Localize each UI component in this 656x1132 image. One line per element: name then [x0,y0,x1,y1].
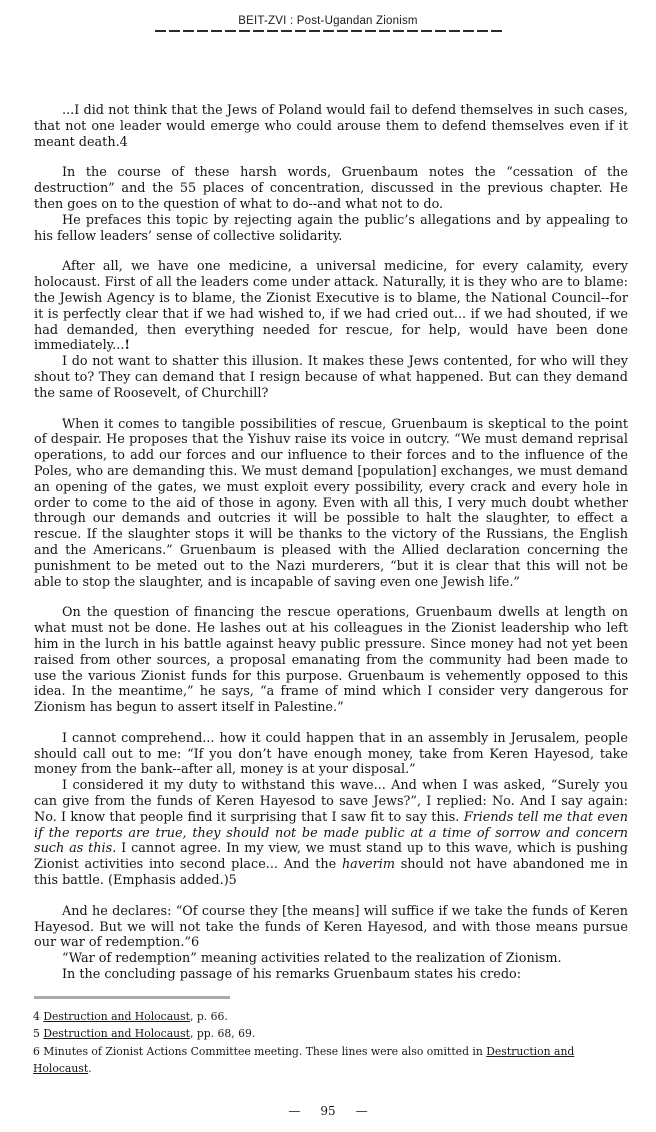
paragraph [34,967,628,983]
text-run: Destruction and Holocaust [43,1027,190,1041]
paragraph [34,778,628,889]
text-run: In the concluding passage of his remarks Gruenbaum states his credo: [62,967,522,983]
footer-dash-right: — [355,1104,368,1118]
text-run: I do not want to shatter this illusion. It makes these Jews contented, for who will they shout to? They can demand that I resign because of what happened. But can they demand the same of Roosevelt, of Churchill? [34,354,628,401]
paragraph [34,951,628,967]
paragraph [34,259,628,354]
paragraph [34,165,628,212]
footnote-divider [34,996,230,999]
page-header [0,0,656,32]
text-run: ! [124,338,131,354]
text-run: In the course of these harsh words, Gruenbaum notes the “cessation of the destruction” and the 55 places of concentration, discussed in the previous chapter. He then goes on to the question of what to do--and what not to do. [34,165,628,212]
footnotes [33,1008,616,1078]
text-run: Friends tell me that even if the reports are true, they should not be made public at a time of sorrow and concern such as this. [34,809,628,857]
text-run: , pp. 68, 69. [190,1027,256,1041]
footer-dash-left: — [288,1104,301,1118]
footnote [33,1043,616,1078]
text-run: Destruction and Holocaust [43,1009,190,1023]
text-run: , p. 66. [190,1009,228,1023]
page-footer [0,1104,656,1118]
text-run: “War of redemption” meaning activities related to the realization of Zionism. [62,951,562,967]
text-run: haverim [341,857,395,873]
text-run: ...I did not think that the Jews of Poland would fail to defend themselves in such cases, that not one leader would emerge who could arouse them to defend themselves even if it meant death.4 [34,103,628,150]
text-run: . [88,1062,92,1076]
text-run: 4 [33,1009,44,1023]
text-run: On the question of financing the rescue operations, Gruenbaum dwells at length on what must not be done. He lashes out at his colleagues in the Zionist leadership who left him in the lurch in his battle against heavy public pressure. Since money had not yet been raised from other sources, a proposal emanating from the community had been made to use the various Zionist funds for this purpose. Gruenbaum is vehemently opposed to this idea. In the meantime,” he says, “a frame of mind which I consider very dangerous for Zionism has begun to assert itself in Palestine.” [34,605,628,716]
paragraph [34,103,628,150]
text-run: Destruction and Holocaust [33,1044,575,1076]
text-run: should not have abandoned me in this battle. (Emphasis added.)5 [34,857,628,889]
footnote [33,1008,616,1025]
text-run: And he declares: “Of course they [the means] will suffice if we take the funds of Keren Hayesod. But we will not take the funds of Keren Hayesod, and with those means pursue our war of redemption.”6 [34,903,628,951]
paragraph [34,904,628,951]
text-run: When it comes to tangible possibilities of rescue, Gruenbaum is skeptical to the point of despair. He proposes that the Yishuv raise its voice in outcry. “We must demand reprisal operations, to add our forces and our influence to their forces and to the influence of the Poles, who are demanding this. We must demand [population] exchanges, we must demand an opening of the gates, we must exploit every possibility, every crack and every hole in order to come to the aid of those in agony. Even with all this, I very much doubt whether through our demands and outcries it will be possible to halt the slaughter, to effect a rescue. If the slaughter stops it will be thanks to the victory of the Russians, the English and the Americans.” Gruenbaum is pleased with the Allied declaration concerning the punishment to be meted out to the Nazi murderers, “but it is clear that this will not be able to stop the slaughter, and is incapable of saving even one Jewish life.” [34,416,628,590]
body-text [34,103,628,983]
text-run: After all, we have one medicine, a universal medicine, for every calamity, every holocaust. First of all the leaders come under attack. Naturally, it is they who are to blame: the Jewish Agency is to blame, the Zionist Executive is to blame, the National Council--for it is perfectly clear that if we had wished to, if we had cried out... if we had shouted, if we had demanded, then everything needed for rescue, for help, would have been done immediately... [34,259,628,354]
text-run: 6 Minutes of Zionist Actions Committee meeting. These lines were also omitted in [33,1044,487,1058]
paragraph [34,605,628,716]
text-run: He prefaces this topic by rejecting again the public’s allegations and by appealing to his fellow leaders’ sense of collective solidarity. [34,212,628,244]
paragraph [34,417,628,591]
footnote [33,1025,616,1042]
text-run: I cannot agree. In my view, we must stand up to this wave, which is pushing Zionist activities into second place... And the [34,841,628,873]
running-head-title: BEIT-ZVI : Post-Ugandan Zionism [238,15,418,27]
paragraph [34,354,628,401]
text-run: 5 [33,1027,44,1041]
page-number: 95 [320,1104,336,1118]
paragraph [34,731,628,778]
text-run: I cannot comprehend... how it could happen that in an assembly in Jerusalem, people should call out to me: “If you don’t have enough money, take from Keren Hayesod, take money from the bank--after all, money is at your disposal.” [34,730,628,778]
paragraph [34,213,628,245]
header-rule [155,30,502,32]
text-run: I considered it my duty to withstand this wave... And when I was asked, “Surely you can give from the funds of Keren Hayesod to save Jews?”, I replied: No. And I say again: No. I know that people find it surprising that I saw fit to say this. [34,778,628,825]
